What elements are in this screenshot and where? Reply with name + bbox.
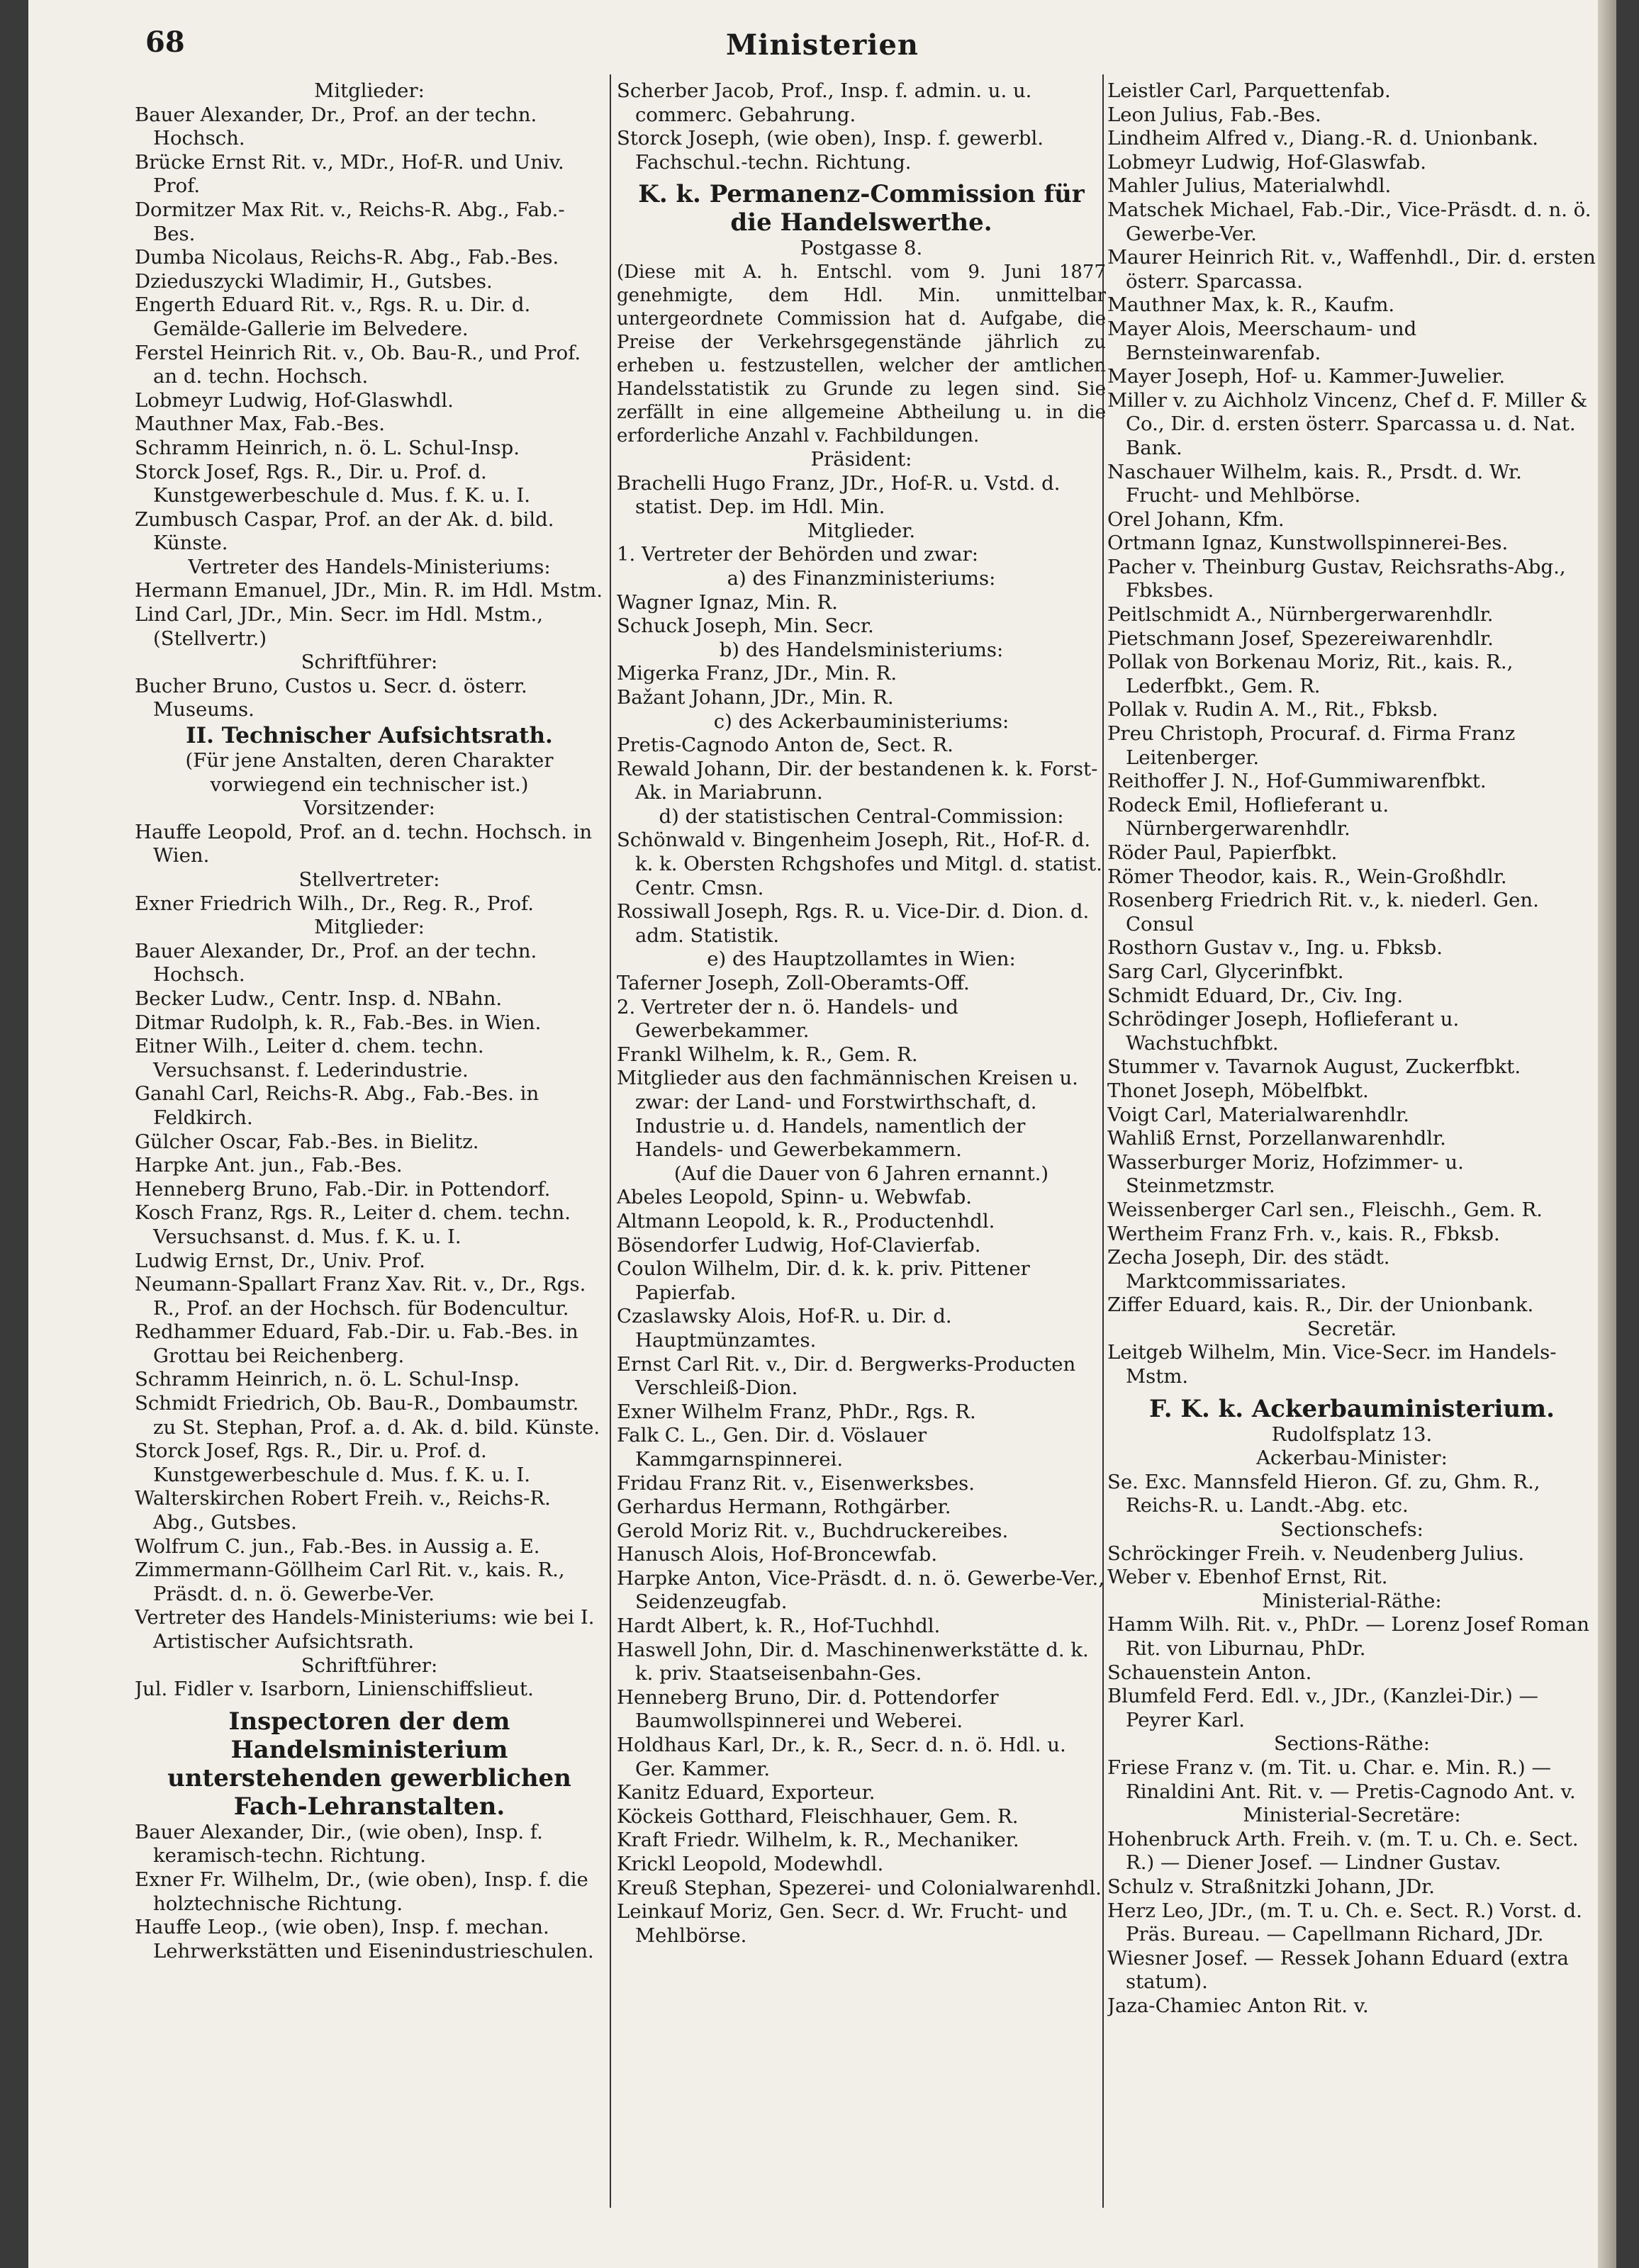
entry: Bucher Bruno, Custos u. Secr. d. österr. Museums. — [135, 674, 527, 722]
entry: Brachelli Hugo Franz, JDr., Hof-R. u. Vstd. d. statist. Dep. im Hdl. Min. — [617, 471, 1061, 519]
entry: Coulon Wilhelm, Dir. d. k. k. priv. Pittener Papierfab. — [617, 1257, 1030, 1304]
subheading: Mitglieder: — [314, 916, 425, 939]
entry: Fridau Franz Rit. v., Eisenwerksbes. — [617, 1471, 975, 1495]
entry: Ziffer Eduard, kais. R., Dir. der Unionbank. — [1107, 1293, 1534, 1317]
entry: Gerold Moriz Rit. v., Buchdruckereibes. — [617, 1519, 1009, 1542]
entry: Lindheim Alfred v., Diang.-R. d. Unionbank. — [1107, 127, 1538, 150]
entry: Römer Theodor, kais. R., Wein-Großhdlr. — [1107, 865, 1507, 888]
entry: Pretis-Cagnodo Anton de, Sect. R. — [617, 734, 953, 757]
entry: Redhammer Eduard, Fab.-Dir. u. Fab.-Bes. in Grottau bei Reichenberg. — [135, 1320, 578, 1367]
entry: Storck Josef, Rgs. R., Dir. u. Prof. d. Kunstgewerbeschule d. Mus. f. K. u. I. — [135, 460, 531, 507]
entry: Schrödinger Joseph, Hoflieferant u. Wachstuchfbkt. — [1107, 1008, 1460, 1055]
entry: Röder Paul, Papierfbkt. — [1107, 841, 1338, 864]
column-left — [135, 79, 604, 2220]
entry: Reithoffer J. N., Hof-Gummiwarenfbkt. — [1107, 770, 1487, 793]
entry: Dormitzer Max Rit. v., Reichs-R. Abg., Fab.-Bes. — [135, 198, 565, 245]
entry: Neumann-Spallart Franz Xav. Rit. v., Dr., Rgs. R., Prof. an der Hochsch. für Bodencultur. — [135, 1273, 586, 1320]
entry: Dumba Nicolaus, Reichs-R. Abg., Fab.-Bes. — [135, 246, 559, 269]
entry: Rosenberg Friedrich Rit. v., k. niederl. Gen. Consul — [1107, 889, 1539, 936]
entry: Voigt Carl, Materialwarenhdlr. — [1107, 1103, 1409, 1126]
column-divider — [610, 74, 611, 2208]
subheading: Rudolfsplatz 13. — [1271, 1422, 1433, 1446]
entry: Brücke Ernst Rit. v., MDr., Hof-R. und Univ. Prof. — [135, 150, 564, 198]
entry: 1. Vertreter der Behörden und zwar: — [617, 543, 979, 566]
entry: Orel Johann, Kfm. — [1107, 507, 1285, 531]
entry: Blumfeld Ferd. Edl. v., JDr., (Kanzlei-Dir.) — Peyrer Karl. — [1107, 1685, 1539, 1731]
section-heading: II. Technischer Aufsichtsrath. — [186, 723, 553, 749]
entry: Preu Christoph, Procuraf. d. Firma Franz Leitenberger. — [1107, 722, 1516, 769]
entry: Friese Franz v. (m. Tit. u. Char. e. Min. R.) — Rinaldini Ant. Rit. v. — Pretis-Cagnodo Ant. v. — [1107, 1756, 1576, 1803]
entry: Lind Carl, JDr., Min. Secr. im Hdl. Mstm., (Stellvertr.) — [135, 603, 544, 650]
entry: Bösendorfer Ludwig, Hof-Clavierfab. — [617, 1233, 981, 1257]
entry: Pollak v. Rudin A. M., Rit., Fbksb. — [1107, 698, 1438, 722]
subheading: d) der statistischen Central-Commission: — [659, 804, 1064, 828]
entry: Thonet Joseph, Möbelfbkt. — [1107, 1079, 1369, 1102]
entry: Storck Josef, Rgs. R., Dir. u. Prof. d. Kunstgewerbeschule d. Mus. f. K. u. I. — [135, 1439, 531, 1486]
entry: Se. Exc. Mannsfeld Hieron. Gf. zu, Ghm. R., Reichs-R. u. Landt.-Abg. etc. — [1107, 1470, 1540, 1517]
entry: Sarg Carl, Glycerinfbkt. — [1107, 960, 1344, 983]
entry: Schmidt Friedrich, Ob. Bau-R., Dombaumstr. zu St. Stephan, Prof. a. d. Ak. d. bild. Künste. — [135, 1392, 600, 1439]
note-paragraph: (Diese mit A. h. Entschl. vom 9. Juni 1877 genehmigte, dem Hdl. Min. unmittelbar untergeordnete Commission hat d. Aufgabe, die Preise der Verkehrsgegenstände jährlich zu erheben u. festzustellen, welcher der amtlichen Handelsstatistik zu Grunde zu legen sind. Sie zerfällt in eine allgemeine Abtheilung u. in die erforderliche Anzahl v. Fachbildungen. — [617, 261, 1106, 447]
entry: Gerhardus Hermann, Rothgärber. — [617, 1495, 951, 1519]
subheading: Schriftführer: — [301, 1654, 438, 1677]
entry: Zimmermann-Göllheim Carl Rit. v., kais. R., Präsdt. d. n. ö. Gewerbe-Ver. — [135, 1559, 565, 1605]
subheading: Secretär. — [1307, 1317, 1397, 1340]
entry: Schulz v. Straßnitzki Johann, JDr. — [1107, 1875, 1436, 1898]
entry: 2. Vertreter der n. ö. Handels- und Gewerbekammer. — [617, 995, 958, 1043]
entry: Harpke Ant. jun., Fab.-Bes. — [135, 1154, 403, 1177]
entry: Hauffe Leopold, Prof. an d. techn. Hochsch. in Wien. — [135, 820, 593, 868]
entry: Leon Julius, Fab.-Bes. — [1107, 103, 1321, 126]
entry: Rossiwall Joseph, Rgs. R. u. Vice-Dir. d. Dion. d. adm. Statistik. — [617, 900, 1090, 947]
entry: Mayer Alois, Meerschaum- und Bernsteinwarenfab. — [1107, 317, 1417, 364]
entry: Bauer Alexander, Dir., (wie oben), Insp. f. keramisch-techn. Richtung. — [135, 1820, 543, 1868]
entry: Ernst Carl Rit. v., Dir. d. Bergwerks-Producten Verschleiß-Dion. — [617, 1352, 1076, 1400]
entry: Wasserburger Moriz, Hofzimmer- u. Steinmetzmstr. — [1107, 1150, 1464, 1198]
entry: Wagner Ignaz, Min. R. — [617, 590, 838, 614]
entry: Kanitz Eduard, Exporteur. — [617, 1781, 876, 1804]
entry: Hardt Albert, k. R., Hof-Tuchhdl. — [617, 1615, 941, 1638]
subheading: c) des Ackerbauministeriums: — [713, 709, 1009, 733]
entry: Migerka Franz, JDr., Min. R. — [617, 662, 897, 685]
entry: Kreuß Stephan, Spezerei- und Colonialwarenhdl. — [617, 1876, 1102, 1899]
entry: Mauthner Max, k. R., Kaufm. — [1107, 293, 1395, 317]
entry: Kraft Friedr. Wilhelm, k. R., Mechaniker. — [617, 1829, 1019, 1852]
subheading: Postgasse 8. — [800, 237, 923, 260]
entry: Schramm Heinrich, n. ö. L. Schul-Insp. — [135, 1368, 520, 1391]
entry: Altmann Leopold, k. R., Productenhdl. — [617, 1209, 995, 1233]
entry: Dzieduszycki Wladimir, H., Gutsbes. — [135, 269, 493, 293]
section-heading: F. K. k. Ackerbauministerium. — [1149, 1394, 1555, 1423]
subheading: Sectionschefs: — [1280, 1518, 1423, 1542]
entry: Haswell John, Dir. d. Maschinenwerkstätte d. k. k. priv. Staatseisenbahn-Ges. — [617, 1638, 1089, 1685]
section-heading: K. k. Permanenz-Commission für die Handelswerthe. — [638, 180, 1085, 237]
entry: Exner Friedrich Wilh., Dr., Reg. R., Prof. — [135, 892, 534, 915]
entry: Ludwig Ernst, Dr., Univ. Prof. — [135, 1249, 425, 1272]
subheading: Präsident: — [810, 447, 912, 471]
entry: Pacher v. Theinburg Gustav, Reichsraths-Abg., Fbksbes. — [1107, 555, 1566, 602]
entry: Wiesner Josef. — Ressek Johann Eduard (extra statum). — [1107, 1946, 1569, 1994]
entry: Matschek Michael, Fab.-Dir., Vice-Präsdt. d. n. ö. Gewerbe-Ver. — [1107, 198, 1592, 245]
entry: Krickl Leopold, Modewhdl. — [617, 1853, 884, 1875]
subheading: Ackerbau-Minister: — [1256, 1447, 1448, 1470]
entry: Ditmar Rudolph, k. R., Fab.-Bes. in Wien. — [135, 1011, 542, 1034]
entry: Bauer Alexander, Dr., Prof. an der techn. Hochsch. — [135, 939, 537, 987]
entry: Wertheim Franz Frh. v., kais. R., Fbksb. — [1107, 1222, 1500, 1245]
entry: Becker Ludw., Centr. Insp. d. NBahn. — [135, 987, 503, 1010]
subheading: (Auf die Dauer von 6 Jahren ernannt.) — [673, 1162, 1049, 1185]
subheading: Mitglieder. — [807, 519, 916, 542]
entry: Hamm Wilh. Rit. v., PhDr. — Lorenz Josef Roman Rit. von Liburnau, PhDr. — [1107, 1613, 1589, 1660]
page-title: Ministerien — [726, 28, 919, 62]
subheading: Vertreter des Handels-Ministeriums: — [188, 555, 551, 578]
entry: Schröckinger Freih. v. Neudenberg Julius. — [1107, 1542, 1525, 1565]
entry: Scherber Jacob, Prof., Insp. f. admin. u. u. commerc. Gebahrung. — [617, 79, 1032, 126]
entry: Hohenbruck Arth. Freih. v. (m. T. u. Ch. e. Sect. R.) — Diener Josef. — Lindner Gustav. — [1107, 1827, 1579, 1875]
entry: Ortmann Ignaz, Kunstwollspinnerei-Bes. — [1107, 532, 1509, 555]
entry: Vertreter des Handels-Ministeriums: wie bei I. Artistischer Aufsichtsrath. — [135, 1606, 595, 1653]
entry: Pietschmann Josef, Spezereiwarenhdlr. — [1107, 627, 1494, 650]
entry: Eitner Wilh., Leiter d. chem. techn. Versuchsanst. f. Lederindustrie. — [135, 1035, 484, 1082]
entry: Wahliß Ernst, Porzellanwarenhdlr. — [1107, 1127, 1446, 1150]
entry: Hauffe Leop., (wie oben), Insp. f. mechan. Lehrwerkstätten und Eisenindustrieschulen. — [135, 1916, 594, 1963]
entry: Peitlschmidt A., Nürnbergerwarenhdlr. — [1107, 603, 1494, 627]
subheading: b) des Handelsministeriums: — [719, 638, 1004, 661]
subheading: e) des Hauptzollamtes in Wien: — [707, 948, 1016, 971]
entry: Leinkauf Moriz, Gen. Secr. d. Wr. Frucht- und Mehlbörse. — [617, 1900, 1068, 1947]
entry: Mitglieder aus den fachmännischen Kreisen u. zwar: der Land- und Forstwirthschaft, d. Industrie u. d. Handels, namentlich der Handels- und Gewerbekammern. — [617, 1067, 1078, 1162]
book-page — [28, 0, 1616, 2268]
entry: Leitgeb Wilhelm, Min. Vice-Secr. im Handels-Mstm. — [1107, 1341, 1557, 1388]
entry: Wolfrum C. jun., Fab.-Bes. in Aussig a. E. — [135, 1534, 540, 1558]
entry: Mauthner Max, Fab.-Bes. — [135, 412, 386, 436]
entry: Bažant Johann, JDr., Min. R. — [617, 685, 894, 709]
subheading: Stellvertreter: — [298, 868, 440, 891]
entry: Harpke Anton, Vice-Präsdt. d. n. ö. Gewerbe-Ver., Seidenzeugfab. — [617, 1566, 1105, 1614]
entry: Schuck Joseph, Min. Secr. — [617, 614, 874, 638]
entry: Zumbusch Caspar, Prof. an der Ak. d. bild. Künste. — [135, 507, 554, 555]
entry: Herz Leo, JDr., (m. T. u. Ch. e. Sect. R.) Vorst. d. Präs. Bureau. — Capellmann Richard, JDr. — [1107, 1899, 1582, 1946]
entry: Ferstel Heinrich Rit. v., Ob. Bau-R., und Prof. an d. techn. Hochsch. — [135, 341, 581, 388]
entry: Frankl Wilhelm, k. R., Gem. R. — [617, 1043, 918, 1066]
subheading: Ministerial-Secretäre: — [1243, 1804, 1461, 1827]
entry: Abeles Leopold, Spinn- u. Webwfab. — [617, 1186, 973, 1209]
entry: Schramm Heinrich, n. ö. L. Schul-Insp. — [135, 436, 520, 459]
entry: Falk C. L., Gen. Dir. d. Vöslauer Kammgarnspinnerei. — [617, 1424, 927, 1471]
entry: Rewald Johann, Dir. der bestandenen k. k. Forst-Ak. in Mariabrunn. — [617, 757, 1098, 804]
entry: Miller v. zu Aichholz Vincenz, Chef d. F. Miller & Co., Dir. d. ersten österr. Sparcassa u. d. Nat. Bank. — [1107, 388, 1588, 459]
entry: Naschauer Wilhelm, kais. R., Prsdt. d. Wr. Frucht- und Mehlbörse. — [1107, 460, 1522, 507]
subheading: Ministerial-Räthe: — [1262, 1589, 1442, 1612]
entry: Maurer Heinrich Rit. v., Waffenhdl., Dir. d. ersten österr. Sparcassa. — [1107, 246, 1596, 293]
entry: Hanusch Alois, Hof-Broncewfab. — [617, 1543, 938, 1566]
entry: Stummer v. Tavarnok August, Zuckerfbkt. — [1107, 1055, 1521, 1079]
entry: Czaslawsky Alois, Hof-R. u. Dir. d. Hauptmünzamtes. — [617, 1305, 952, 1352]
subheading: Sections-Räthe: — [1273, 1732, 1431, 1756]
entry: Lobmeyr Ludwig, Hof-Glaswhdl. — [135, 388, 454, 412]
entry: Walterskirchen Robert Freih. v., Reichs-R. Abg., Gutsbes. — [135, 1487, 551, 1534]
entry: Henneberg Bruno, Fab.-Dir. in Pottendorf. — [135, 1177, 551, 1201]
entry: Taferner Joseph, Zoll-Oberamts-Off. — [617, 972, 970, 995]
column-middle — [617, 79, 1106, 2220]
entry: Exner Fr. Wilhelm, Dr., (wie oben), Insp. f. die holztechnische Richtung. — [135, 1868, 588, 1915]
column-right — [1107, 79, 1596, 2220]
entry: Rodeck Emil, Hoflieferant u. Nürnbergerwarenhdlr. — [1107, 793, 1389, 841]
subheading: Mitglieder: — [314, 79, 425, 102]
subheading: Vorsitzender: — [303, 797, 435, 820]
entry: Exner Wilhelm Franz, PhDr., Rgs. R. — [617, 1400, 976, 1423]
entry: Ganahl Carl, Reichs-R. Abg., Fab.-Bes. in Feldkirch. — [135, 1082, 539, 1129]
entry: Jaza-Chamiec Anton Rit. v. — [1107, 1994, 1369, 2017]
entry: Rosthorn Gustav v., Ing. u. Fbksb. — [1107, 936, 1443, 960]
entry: Weber v. Ebenhof Ernst, Rit. — [1107, 1566, 1388, 1589]
entry: Holdhaus Karl, Dr., k. R., Secr. d. n. ö. Hdl. u. Ger. Kammer. — [617, 1734, 1066, 1780]
entry: Kosch Franz, Rgs. R., Leiter d. chem. techn. Versuchsanst. d. Mus. f. K. u. I. — [135, 1201, 571, 1248]
entry: Gülcher Oscar, Fab.-Bes. in Bielitz. — [135, 1130, 479, 1153]
entry: Pollak von Borkenau Moriz, Rit., kais. R., Lederfbkt., Gem. R. — [1107, 651, 1514, 697]
entry: Weissenberger Carl sen., Fleischh., Gem. R. — [1107, 1198, 1543, 1221]
entry: Schönwald v. Bingenheim Joseph, Rit., Hof-R. d. k. k. Obersten Rchgshofes und Mitgl. d. statist. Centr. Cmsn. — [617, 829, 1102, 899]
entry: Mahler Julius, Materialwhdl. — [1107, 174, 1392, 198]
entry: Hermann Emanuel, JDr., Min. R. im Hdl. Mstm. — [135, 579, 603, 602]
entry: Köckeis Gotthard, Fleischhauer, Gem. R. — [617, 1804, 1019, 1828]
subheading: Schriftführer: — [301, 651, 438, 674]
entry: Leistler Carl, Parquettenfab. — [1107, 79, 1391, 102]
entry: Schmidt Eduard, Dr., Civ. Ing. — [1107, 984, 1404, 1007]
entry: Henneberg Bruno, Dir. d. Pottendorfer Baumwollspinnerei und Weberei. — [617, 1685, 999, 1733]
subheading: a) des Finanzministeriums: — [727, 566, 996, 590]
entry: Bauer Alexander, Dr., Prof. an der techn. Hochsch. — [135, 103, 537, 150]
entry: Jul. Fidler v. Isarborn, Linienschiffslieut. — [135, 1678, 534, 1701]
entry: Zecha Joseph, Dir. des städt. Marktcommissariates. — [1107, 1246, 1390, 1293]
subheading: (Für jene Anstalten, deren Charakter vorwiegend ein technischer ist.) — [185, 749, 554, 796]
section-heading: Inspectoren der dem Handelsministerium unterstehenden gewerblichen Fach-Lehranstalten. — [167, 1707, 571, 1821]
entry: Schauenstein Anton. — [1107, 1661, 1312, 1684]
page-number: 68 — [145, 26, 185, 59]
entry: Lobmeyr Ludwig, Hof-Glaswfab. — [1107, 150, 1426, 174]
entry: Storck Joseph, (wie oben), Insp. f. gewerbl. Fachschul.-techn. Richtung. — [617, 127, 1044, 174]
entry: Mayer Joseph, Hof- u. Kammer-Juwelier. — [1107, 365, 1506, 388]
entry: Engerth Eduard Rit. v., Rgs. R. u. Dir. d. Gemälde-Gallerie im Belvedere. — [135, 293, 531, 340]
